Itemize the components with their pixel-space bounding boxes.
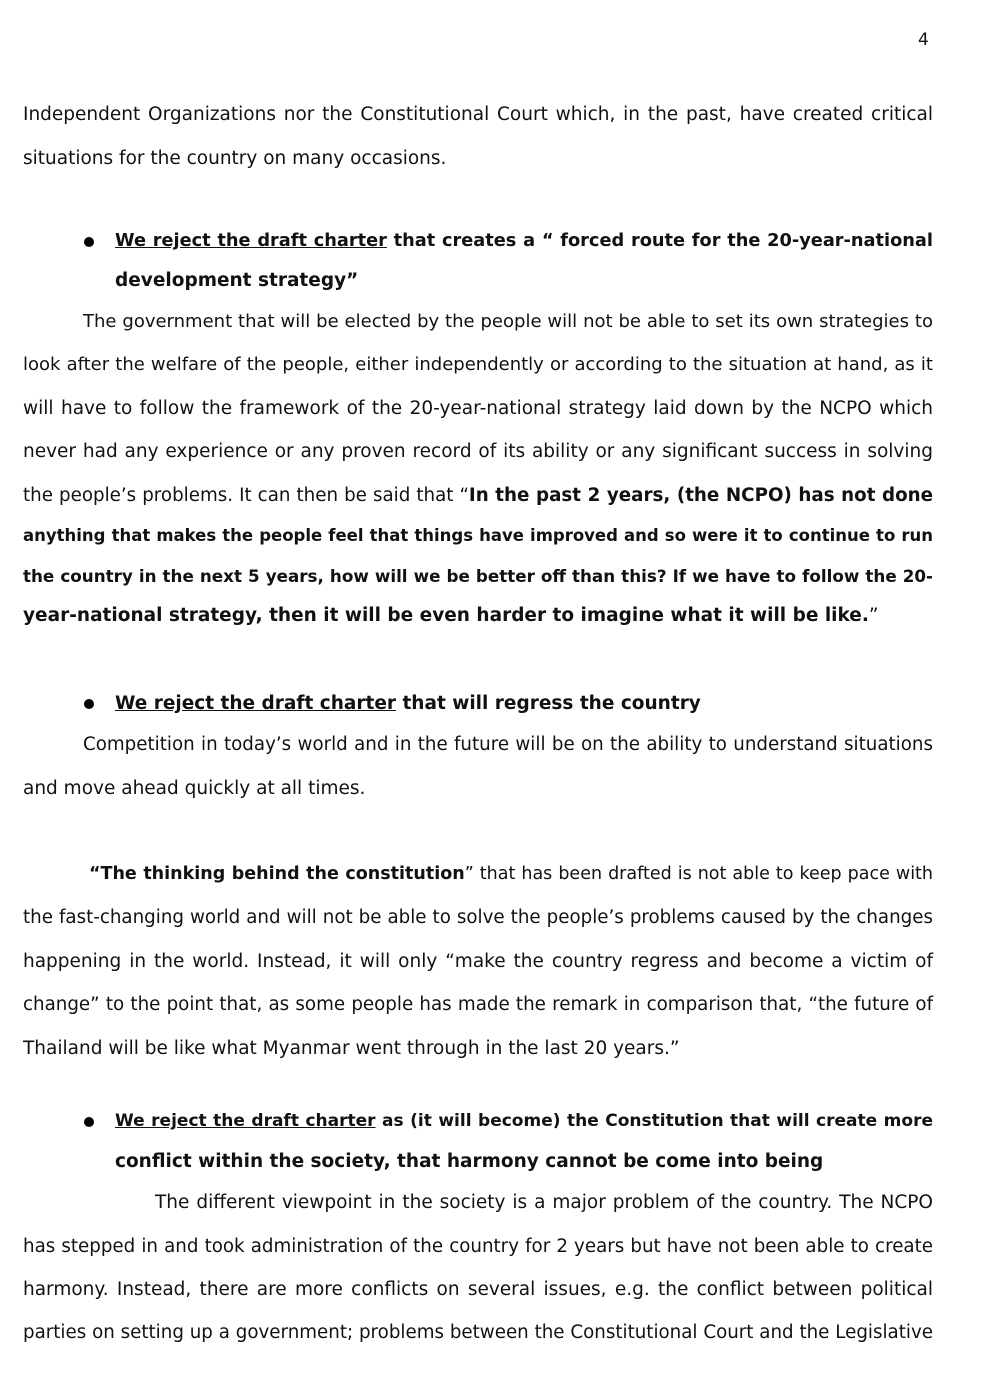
quoted-bold-text: year-national strategy, then it will be even harder to imagine what it will be like. — [23, 605, 869, 626]
text-line: Competition in today’s world and in the future will be on the ability to understand situations — [83, 734, 933, 755]
text-line — [23, 485, 933, 506]
underlined-phrase: We reject the draft charter — [115, 231, 387, 251]
bullet-heading-line — [115, 693, 933, 714]
bullet-heading-line — [115, 1111, 933, 1131]
text-line: change” to the point that, as some people has made the remark in comparison that, “the future of — [23, 994, 933, 1015]
bullet-heading-line: development strategy” — [115, 270, 359, 291]
bullet-icon — [84, 699, 94, 709]
bullet-icon — [84, 1117, 94, 1127]
underlined-phrase: We reject the draft charter — [115, 1111, 376, 1131]
quoted-bold-text: “The thinking behind the constitution — [89, 864, 465, 884]
text-line — [89, 864, 933, 884]
text-line: Thailand will be like what Myanmar went through in the last 20 years.” — [23, 1038, 680, 1059]
bullet-heading-text: that creates a “ forced route for the 20-year-national — [386, 231, 933, 251]
text-line: situations for the country on many occasions. — [23, 148, 447, 169]
text-line: will have to follow the framework of the 20-year-national strategy laid down by the NCPO which — [23, 398, 933, 419]
text-line: Independent Organizations nor the Constitutional Court which, in the past, have created critical — [23, 104, 933, 125]
bullet-heading-line — [115, 231, 933, 251]
bullet-heading-text: that will regress the country — [396, 693, 701, 714]
text-line: has stepped in and took administration of the country for 2 years but have not been able to create — [23, 1236, 933, 1257]
bullet-heading-text: as (it will become) the Constitution that will create more — [375, 1111, 933, 1131]
text-line: the country in the next 5 years, how will we be better off than this? If we have to follow the 20- — [23, 566, 933, 586]
text-line: harmony. Instead, there are more conflicts on several issues, e.g. the conflict between political — [23, 1279, 933, 1300]
bullet-heading-line: conflict within the society, that harmony cannot be come into being — [115, 1151, 824, 1172]
closing-quote: ” — [868, 605, 879, 626]
text-line: never had any experience or any proven record of its ability or any significant success in solving — [23, 441, 933, 462]
page-number: 4 — [918, 30, 929, 50]
text-line: the fast-changing world and will not be able to solve the people’s problems caused by the changes — [23, 907, 933, 928]
text-line: The government that will be elected by the people will not be able to set its own strategies to — [83, 311, 933, 332]
quoted-bold-text: In the past 2 years, (the NCPO) has not done — [468, 485, 934, 506]
text-line: anything that makes the people feel that things have improved and so were it to continue to run — [23, 526, 933, 545]
bullet-icon — [84, 237, 94, 247]
text-line: The different viewpoint in the society is a major problem of the country. The NCPO — [155, 1192, 933, 1213]
text-line: look after the welfare of the people, either independently or according to the situation at hand, as it — [23, 354, 933, 375]
text-line: parties on setting up a government; problems between the Constitutional Court and the Legislative — [23, 1322, 933, 1343]
text-segment: the people’s problems. It can then be said that “ — [23, 485, 469, 506]
text-line — [23, 605, 933, 626]
text-segment: ” that has been drafted is not able to keep pace with — [464, 864, 934, 884]
text-line: and move ahead quickly at all times. — [23, 778, 366, 799]
text-line: happening in the world. Instead, it will only “make the country regress and become a victim of — [23, 951, 933, 972]
underlined-phrase: We reject the draft charter — [115, 693, 396, 714]
